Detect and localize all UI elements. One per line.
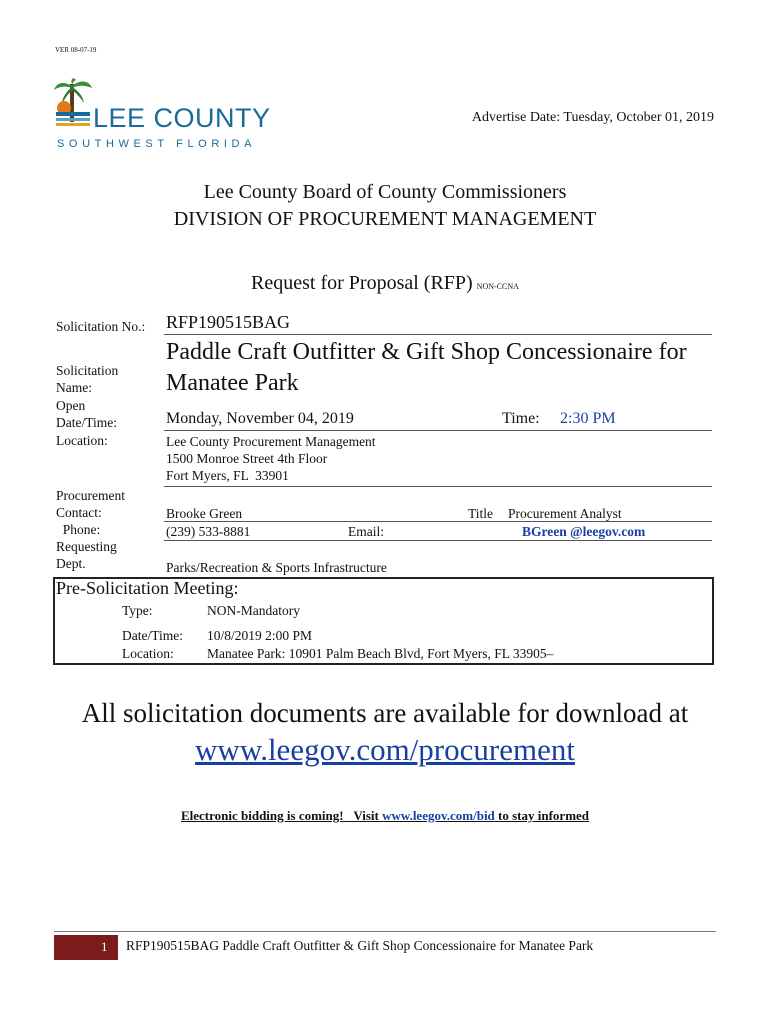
location-address: Lee County Procurement Management 1500 Monroe Street 4th Floor Fort Myers, FL 33901 bbox=[166, 434, 376, 483]
solicitation-no-label: Solicitation No.: bbox=[56, 319, 146, 334]
divider bbox=[164, 521, 712, 522]
location-label: Location: bbox=[56, 433, 108, 448]
pre-type: NON-Mandatory bbox=[207, 603, 300, 618]
division-heading: DIVISION OF PROCUREMENT MANAGEMENT bbox=[173, 208, 597, 230]
contact-labels: Procurement Contact: Phone: Requesting Dept. bbox=[56, 488, 125, 571]
contact-name: Brooke Green bbox=[166, 506, 243, 521]
divider bbox=[164, 430, 712, 431]
footer-page-bar bbox=[54, 935, 118, 960]
rfp-label: Request for Proposal (RFP) bbox=[251, 272, 473, 294]
logo-county-name: LEE COUNTY bbox=[93, 103, 271, 133]
pre-location-label: Location: bbox=[122, 646, 174, 661]
contact-title-label: Title bbox=[468, 506, 494, 521]
pre-solicitation-title: Pre-Solicitation Meeting: bbox=[56, 578, 239, 598]
solicitation-title: Paddle Craft Outfitter & Gift Shop Concessionaire for Manatee Park bbox=[166, 339, 687, 396]
procurement-url-link[interactable]: www.leegov.com/procurement bbox=[195, 732, 575, 767]
ebid-notice bbox=[0, 808, 770, 824]
pre-location: Manatee Park: 10901 Palm Beach Blvd, Fort Myers, FL 33905– bbox=[207, 646, 554, 661]
open-datetime-label: Open Date/Time: bbox=[56, 398, 118, 430]
divider bbox=[164, 540, 712, 541]
ebid-link[interactable]: www.leegov.com/bid bbox=[382, 808, 495, 823]
pre-date-label: Date/Time: bbox=[122, 628, 184, 643]
rfp-heading bbox=[0, 272, 770, 295]
download-notice: All solicitation documents are available for download at bbox=[81, 698, 689, 728]
open-time: 2:30 PM bbox=[560, 410, 616, 427]
divider bbox=[164, 334, 712, 335]
contact-title: Procurement Analyst bbox=[508, 506, 622, 521]
divider bbox=[164, 486, 712, 487]
pre-type-label: Type: bbox=[122, 603, 153, 618]
board-heading: Lee County Board of County Commissioners bbox=[203, 181, 567, 203]
open-date: Monday, November 04, 2019 bbox=[166, 410, 354, 427]
logo-tagline: SOUTHWEST FLORIDA bbox=[57, 138, 257, 150]
solicitation-name-label: Solicitation Name: bbox=[56, 363, 119, 395]
footer-text: RFP190515BAG Paddle Craft Outfitter & Gift Shop Concessionaire for Manatee Park bbox=[126, 938, 594, 953]
rfp-note: NON-CCNA bbox=[476, 282, 519, 291]
requesting-dept: Parks/Recreation & Sports Infrastructure bbox=[166, 560, 387, 575]
pre-date: 10/8/2019 2:00 PM bbox=[207, 628, 313, 643]
footer-divider bbox=[54, 931, 716, 932]
ebid-lead: Electronic bidding is coming! bbox=[180, 808, 344, 823]
ebid-tail: to stay informed bbox=[498, 808, 590, 823]
ebid-visit: Visit bbox=[353, 808, 379, 823]
advertise-date: Advertise Date: Tuesday, October 01, 2019 bbox=[471, 110, 714, 125]
email-label: Email: bbox=[348, 524, 384, 539]
contact-phone: (239) 533-8881 bbox=[166, 524, 251, 539]
contact-email-link[interactable]: BGreen @leegov.com bbox=[522, 524, 646, 539]
solicitation-number: RFP190515BAG bbox=[166, 312, 291, 332]
page-number: 1 bbox=[101, 939, 108, 954]
version-label: VER 08-07-19 bbox=[55, 46, 97, 54]
time-label: Time: bbox=[502, 410, 540, 427]
